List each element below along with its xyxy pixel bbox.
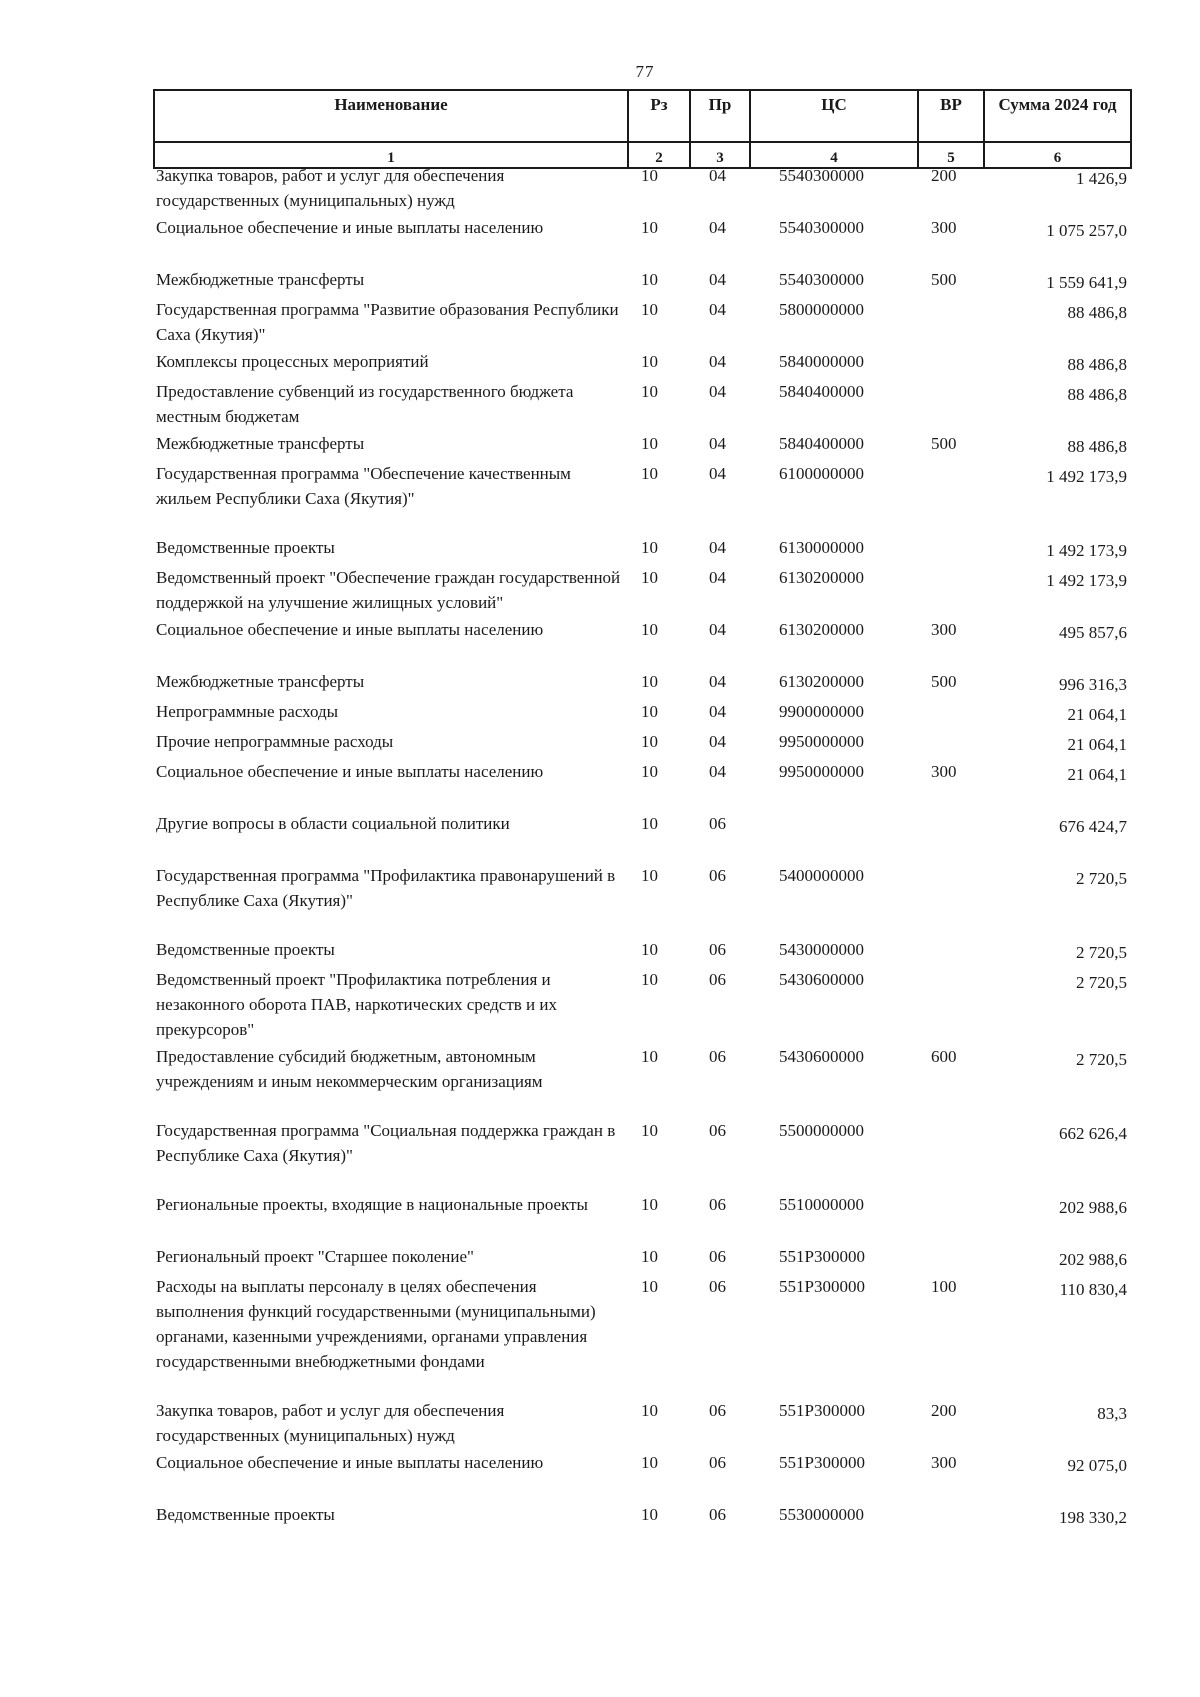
table-row bbox=[153, 699, 1130, 729]
row-sum: 202 988,6 bbox=[1059, 1250, 1127, 1269]
row-rz: 10 bbox=[641, 218, 658, 237]
row-name: Социальное обеспечение и иные выплаты населению bbox=[156, 218, 544, 237]
row-pr: 06 bbox=[709, 1247, 726, 1266]
table-row bbox=[153, 1502, 1130, 1532]
row-name: Государственная программа "Развитие образования Республики Саха (Якутия)" bbox=[156, 300, 619, 344]
row-pr: 04 bbox=[709, 352, 726, 371]
table-row bbox=[153, 967, 1130, 1044]
row-vr bbox=[917, 1118, 983, 1192]
row-sum: 202 988,6 bbox=[1059, 1198, 1127, 1217]
budget-table bbox=[153, 163, 1130, 1532]
row-vr bbox=[917, 1502, 983, 1532]
table-row bbox=[153, 215, 1130, 267]
table-row bbox=[153, 863, 1130, 937]
row-name: Межбюджетные трансферты bbox=[156, 270, 365, 289]
row-rz: 10 bbox=[641, 1247, 658, 1266]
row-pr: 04 bbox=[709, 218, 726, 237]
row-pr: 04 bbox=[709, 382, 726, 401]
row-rz: 10 bbox=[641, 382, 658, 401]
row-rz: 10 bbox=[641, 270, 658, 289]
row-vr: 500 bbox=[931, 434, 957, 453]
row-pr: 06 bbox=[709, 866, 726, 885]
row-vr: 200 bbox=[931, 166, 957, 185]
row-name: Социальное обеспечение и иные выплаты населению bbox=[156, 762, 544, 781]
row-sum: 21 064,1 bbox=[1067, 735, 1127, 754]
row-sum: 110 830,4 bbox=[1059, 1280, 1127, 1299]
row-pr: 06 bbox=[709, 970, 726, 989]
row-vr: 100 bbox=[931, 1277, 957, 1296]
row-rz: 10 bbox=[641, 732, 658, 751]
row-sum: 2 720,5 bbox=[1076, 943, 1127, 962]
row-pr: 04 bbox=[709, 620, 726, 639]
row-rz: 10 bbox=[641, 1453, 658, 1472]
row-sum: 83,3 bbox=[1097, 1404, 1127, 1423]
row-cs: 5510000000 bbox=[779, 1195, 864, 1214]
row-sum: 1 492 173,9 bbox=[1046, 571, 1127, 590]
table-row bbox=[153, 535, 1130, 565]
table-row bbox=[153, 163, 1130, 215]
row-sum: 88 486,8 bbox=[1067, 437, 1127, 456]
row-sum: 1 492 173,9 bbox=[1046, 467, 1127, 486]
row-sum: 2 720,5 bbox=[1076, 973, 1127, 992]
row-rz: 10 bbox=[641, 568, 658, 587]
row-name: Ведомственный проект "Профилактика потребления и незаконного оборота ПАВ, наркотических средств и их прекурсоров" bbox=[156, 970, 557, 1039]
row-pr: 04 bbox=[709, 166, 726, 185]
header-sum: Сумма 2024 год bbox=[984, 90, 1131, 142]
row-sum: 2 720,5 bbox=[1076, 1050, 1127, 1069]
table-row bbox=[153, 431, 1130, 461]
row-vr: 500 bbox=[931, 672, 957, 691]
row-pr: 04 bbox=[709, 732, 726, 751]
row-name: Прочие непрограммные расходы bbox=[156, 732, 394, 751]
row-vr bbox=[917, 349, 983, 379]
row-pr: 04 bbox=[709, 464, 726, 483]
row-rz: 10 bbox=[641, 1401, 658, 1420]
table-row bbox=[153, 1450, 1130, 1502]
table-row bbox=[153, 461, 1130, 535]
row-name: Другие вопросы в области социальной политики bbox=[156, 814, 510, 833]
row-name: Региональный проект "Старшее поколение" bbox=[156, 1247, 474, 1266]
column-number: 4 bbox=[750, 142, 918, 168]
table-row bbox=[153, 1118, 1130, 1192]
table-row bbox=[153, 1398, 1130, 1450]
row-vr bbox=[917, 811, 983, 863]
row-vr: 300 bbox=[931, 218, 957, 237]
row-cs: 6130200000 bbox=[779, 568, 864, 587]
row-cs: 9900000000 bbox=[779, 702, 864, 721]
row-cs: 6130200000 bbox=[779, 620, 864, 639]
header-rz: Рз bbox=[628, 90, 690, 142]
row-name: Межбюджетные трансферты bbox=[156, 434, 365, 453]
row-vr bbox=[917, 937, 983, 967]
row-sum: 21 064,1 bbox=[1067, 765, 1127, 784]
row-pr: 04 bbox=[709, 434, 726, 453]
row-rz: 10 bbox=[641, 970, 658, 989]
row-cs: 6100000000 bbox=[779, 464, 864, 483]
column-number: 3 bbox=[690, 142, 750, 168]
row-vr bbox=[917, 967, 983, 1044]
row-vr bbox=[917, 1192, 983, 1244]
row-name: Ведомственный проект "Обеспечение граждан государственной поддержкой на улучшение жилищных условий" bbox=[156, 568, 621, 612]
row-name: Ведомственные проекты bbox=[156, 940, 335, 959]
row-sum: 88 486,8 bbox=[1067, 385, 1127, 404]
row-pr: 06 bbox=[709, 814, 726, 833]
row-cs bbox=[749, 811, 917, 863]
row-sum: 996 316,3 bbox=[1059, 675, 1127, 694]
row-name: Предоставление субвенций из государственного бюджета местным бюджетам bbox=[156, 382, 574, 426]
row-cs: 5430600000 bbox=[779, 1047, 864, 1066]
table-row bbox=[153, 759, 1130, 811]
row-cs: 551P300000 bbox=[779, 1277, 865, 1296]
row-rz: 10 bbox=[641, 620, 658, 639]
table-row bbox=[153, 617, 1130, 669]
table-row bbox=[153, 1244, 1130, 1274]
row-pr: 06 bbox=[709, 940, 726, 959]
row-vr: 200 bbox=[931, 1401, 957, 1420]
row-rz: 10 bbox=[641, 762, 658, 781]
row-pr: 06 bbox=[709, 1195, 726, 1214]
row-name: Государственная программа "Социальная поддержка граждан в Республике Саха (Якутия)" bbox=[156, 1121, 616, 1165]
row-name: Социальное обеспечение и иные выплаты населению bbox=[156, 620, 544, 639]
table-row bbox=[153, 565, 1130, 617]
row-name: Государственная программа "Обеспечение качественным жильем Республики Саха (Якутия)" bbox=[156, 464, 571, 508]
row-rz: 10 bbox=[641, 1505, 658, 1524]
row-pr: 06 bbox=[709, 1277, 726, 1296]
row-rz: 10 bbox=[641, 866, 658, 885]
row-cs: 5540300000 bbox=[779, 218, 864, 237]
row-vr bbox=[917, 297, 983, 349]
row-cs: 5800000000 bbox=[779, 300, 864, 319]
row-pr: 04 bbox=[709, 568, 726, 587]
row-pr: 06 bbox=[709, 1401, 726, 1420]
row-rz: 10 bbox=[641, 1277, 658, 1296]
row-cs: 551P300000 bbox=[779, 1453, 865, 1472]
row-vr bbox=[917, 863, 983, 937]
row-pr: 04 bbox=[709, 538, 726, 557]
header-pr: Пр bbox=[690, 90, 750, 142]
row-vr bbox=[917, 461, 983, 535]
row-pr: 06 bbox=[709, 1121, 726, 1140]
row-rz: 10 bbox=[641, 1047, 658, 1066]
row-vr: 300 bbox=[931, 620, 957, 639]
row-rz: 10 bbox=[641, 166, 658, 185]
row-name: Региональные проекты, входящие в национальные проекты bbox=[156, 1195, 588, 1214]
row-name: Непрограммные расходы bbox=[156, 702, 339, 721]
row-rz: 10 bbox=[641, 814, 658, 833]
row-sum: 92 075,0 bbox=[1067, 1456, 1127, 1475]
row-pr: 04 bbox=[709, 672, 726, 691]
row-rz: 10 bbox=[641, 702, 658, 721]
row-rz: 10 bbox=[641, 672, 658, 691]
row-cs: 9950000000 bbox=[779, 762, 864, 781]
row-sum: 198 330,2 bbox=[1059, 1508, 1127, 1527]
row-rz: 10 bbox=[641, 1121, 658, 1140]
table-row bbox=[153, 1274, 1130, 1398]
row-cs: 5430600000 bbox=[779, 970, 864, 989]
row-rz: 10 bbox=[641, 538, 658, 557]
row-rz: 10 bbox=[641, 434, 658, 453]
table-row bbox=[153, 297, 1130, 349]
header-cs: ЦС bbox=[750, 90, 918, 142]
row-sum: 88 486,8 bbox=[1067, 303, 1127, 322]
table-row bbox=[153, 669, 1130, 699]
row-vr bbox=[917, 729, 983, 759]
row-vr bbox=[917, 379, 983, 431]
row-rz: 10 bbox=[641, 352, 658, 371]
row-vr: 500 bbox=[931, 270, 957, 289]
row-cs: 551P300000 bbox=[779, 1247, 865, 1266]
row-sum: 1 075 257,0 bbox=[1046, 221, 1127, 240]
row-pr: 06 bbox=[709, 1047, 726, 1066]
row-vr: 300 bbox=[931, 762, 957, 781]
row-cs: 5500000000 bbox=[779, 1121, 864, 1140]
row-cs: 6130000000 bbox=[779, 538, 864, 557]
column-number: 1 bbox=[154, 142, 628, 168]
row-cs: 9950000000 bbox=[779, 732, 864, 751]
header-name: Наименование bbox=[154, 90, 628, 142]
row-pr: 04 bbox=[709, 702, 726, 721]
row-cs: 5840400000 bbox=[779, 434, 864, 453]
row-sum: 662 626,4 bbox=[1059, 1124, 1127, 1143]
row-cs: 5430000000 bbox=[779, 940, 864, 959]
row-sum: 1 426,9 bbox=[1076, 169, 1127, 188]
row-sum: 1 559 641,9 bbox=[1046, 273, 1127, 292]
row-vr bbox=[917, 1244, 983, 1274]
row-sum: 2 720,5 bbox=[1076, 869, 1127, 888]
row-name: Предоставление субсидий бюджетным, автономным учреждениям и иным некоммерческим организациям bbox=[156, 1047, 543, 1091]
row-pr: 06 bbox=[709, 1505, 726, 1524]
table-row bbox=[153, 729, 1130, 759]
row-cs: 5530000000 bbox=[779, 1505, 864, 1524]
row-name: Закупка товаров, работ и услуг для обеспечения государственных (муниципальных) нужд bbox=[156, 1401, 505, 1445]
row-rz: 10 bbox=[641, 300, 658, 319]
row-name: Комплексы процессных мероприятий bbox=[156, 352, 429, 371]
row-cs: 5400000000 bbox=[779, 866, 864, 885]
row-sum: 495 857,6 bbox=[1059, 623, 1127, 642]
row-cs: 5840000000 bbox=[779, 352, 864, 371]
row-vr bbox=[917, 535, 983, 565]
table-row bbox=[153, 267, 1130, 297]
row-name: Социальное обеспечение и иные выплаты населению bbox=[156, 1453, 544, 1472]
row-vr bbox=[917, 699, 983, 729]
row-name: Ведомственные проекты bbox=[156, 1505, 335, 1524]
row-rz: 10 bbox=[641, 940, 658, 959]
row-vr: 300 bbox=[931, 1453, 957, 1472]
row-vr bbox=[917, 565, 983, 617]
row-cs: 5540300000 bbox=[779, 166, 864, 185]
table-row bbox=[153, 937, 1130, 967]
row-name: Расходы на выплаты персоналу в целях обеспечения выполнения функций государственными (муниципальными) органами, казенными учреждениями, органами управления государственными внебюджетными фондами bbox=[156, 1277, 596, 1371]
row-pr: 06 bbox=[709, 1453, 726, 1472]
row-pr: 04 bbox=[709, 270, 726, 289]
row-vr: 600 bbox=[931, 1047, 957, 1066]
table-row bbox=[153, 1192, 1130, 1244]
row-rz: 10 bbox=[641, 464, 658, 483]
row-cs: 551P300000 bbox=[779, 1401, 865, 1420]
row-name: Закупка товаров, работ и услуг для обеспечения государственных (муниципальных) нужд bbox=[156, 166, 505, 210]
row-sum: 1 492 173,9 bbox=[1046, 541, 1127, 560]
table-row bbox=[153, 1044, 1130, 1118]
row-rz: 10 bbox=[641, 1195, 658, 1214]
table-row bbox=[153, 379, 1130, 431]
row-cs: 5540300000 bbox=[779, 270, 864, 289]
column-number: 5 bbox=[918, 142, 984, 168]
row-cs: 5840400000 bbox=[779, 382, 864, 401]
row-sum: 88 486,8 bbox=[1067, 355, 1127, 374]
page-number: 77 bbox=[635, 62, 655, 81]
row-sum: 21 064,1 bbox=[1067, 705, 1127, 724]
row-pr: 04 bbox=[709, 762, 726, 781]
row-pr: 04 bbox=[709, 300, 726, 319]
column-number: 6 bbox=[984, 142, 1131, 168]
column-number: 2 bbox=[628, 142, 690, 168]
table-row bbox=[153, 349, 1130, 379]
row-name: Ведомственные проекты bbox=[156, 538, 335, 557]
table-header bbox=[153, 89, 1132, 169]
row-sum: 676 424,7 bbox=[1059, 817, 1127, 836]
row-cs: 6130200000 bbox=[779, 672, 864, 691]
row-name: Межбюджетные трансферты bbox=[156, 672, 365, 691]
table-row bbox=[153, 811, 1130, 863]
header-vr: ВР bbox=[918, 90, 984, 142]
row-name: Государственная программа "Профилактика правонарушений в Республике Саха (Якутия)" bbox=[156, 866, 616, 910]
